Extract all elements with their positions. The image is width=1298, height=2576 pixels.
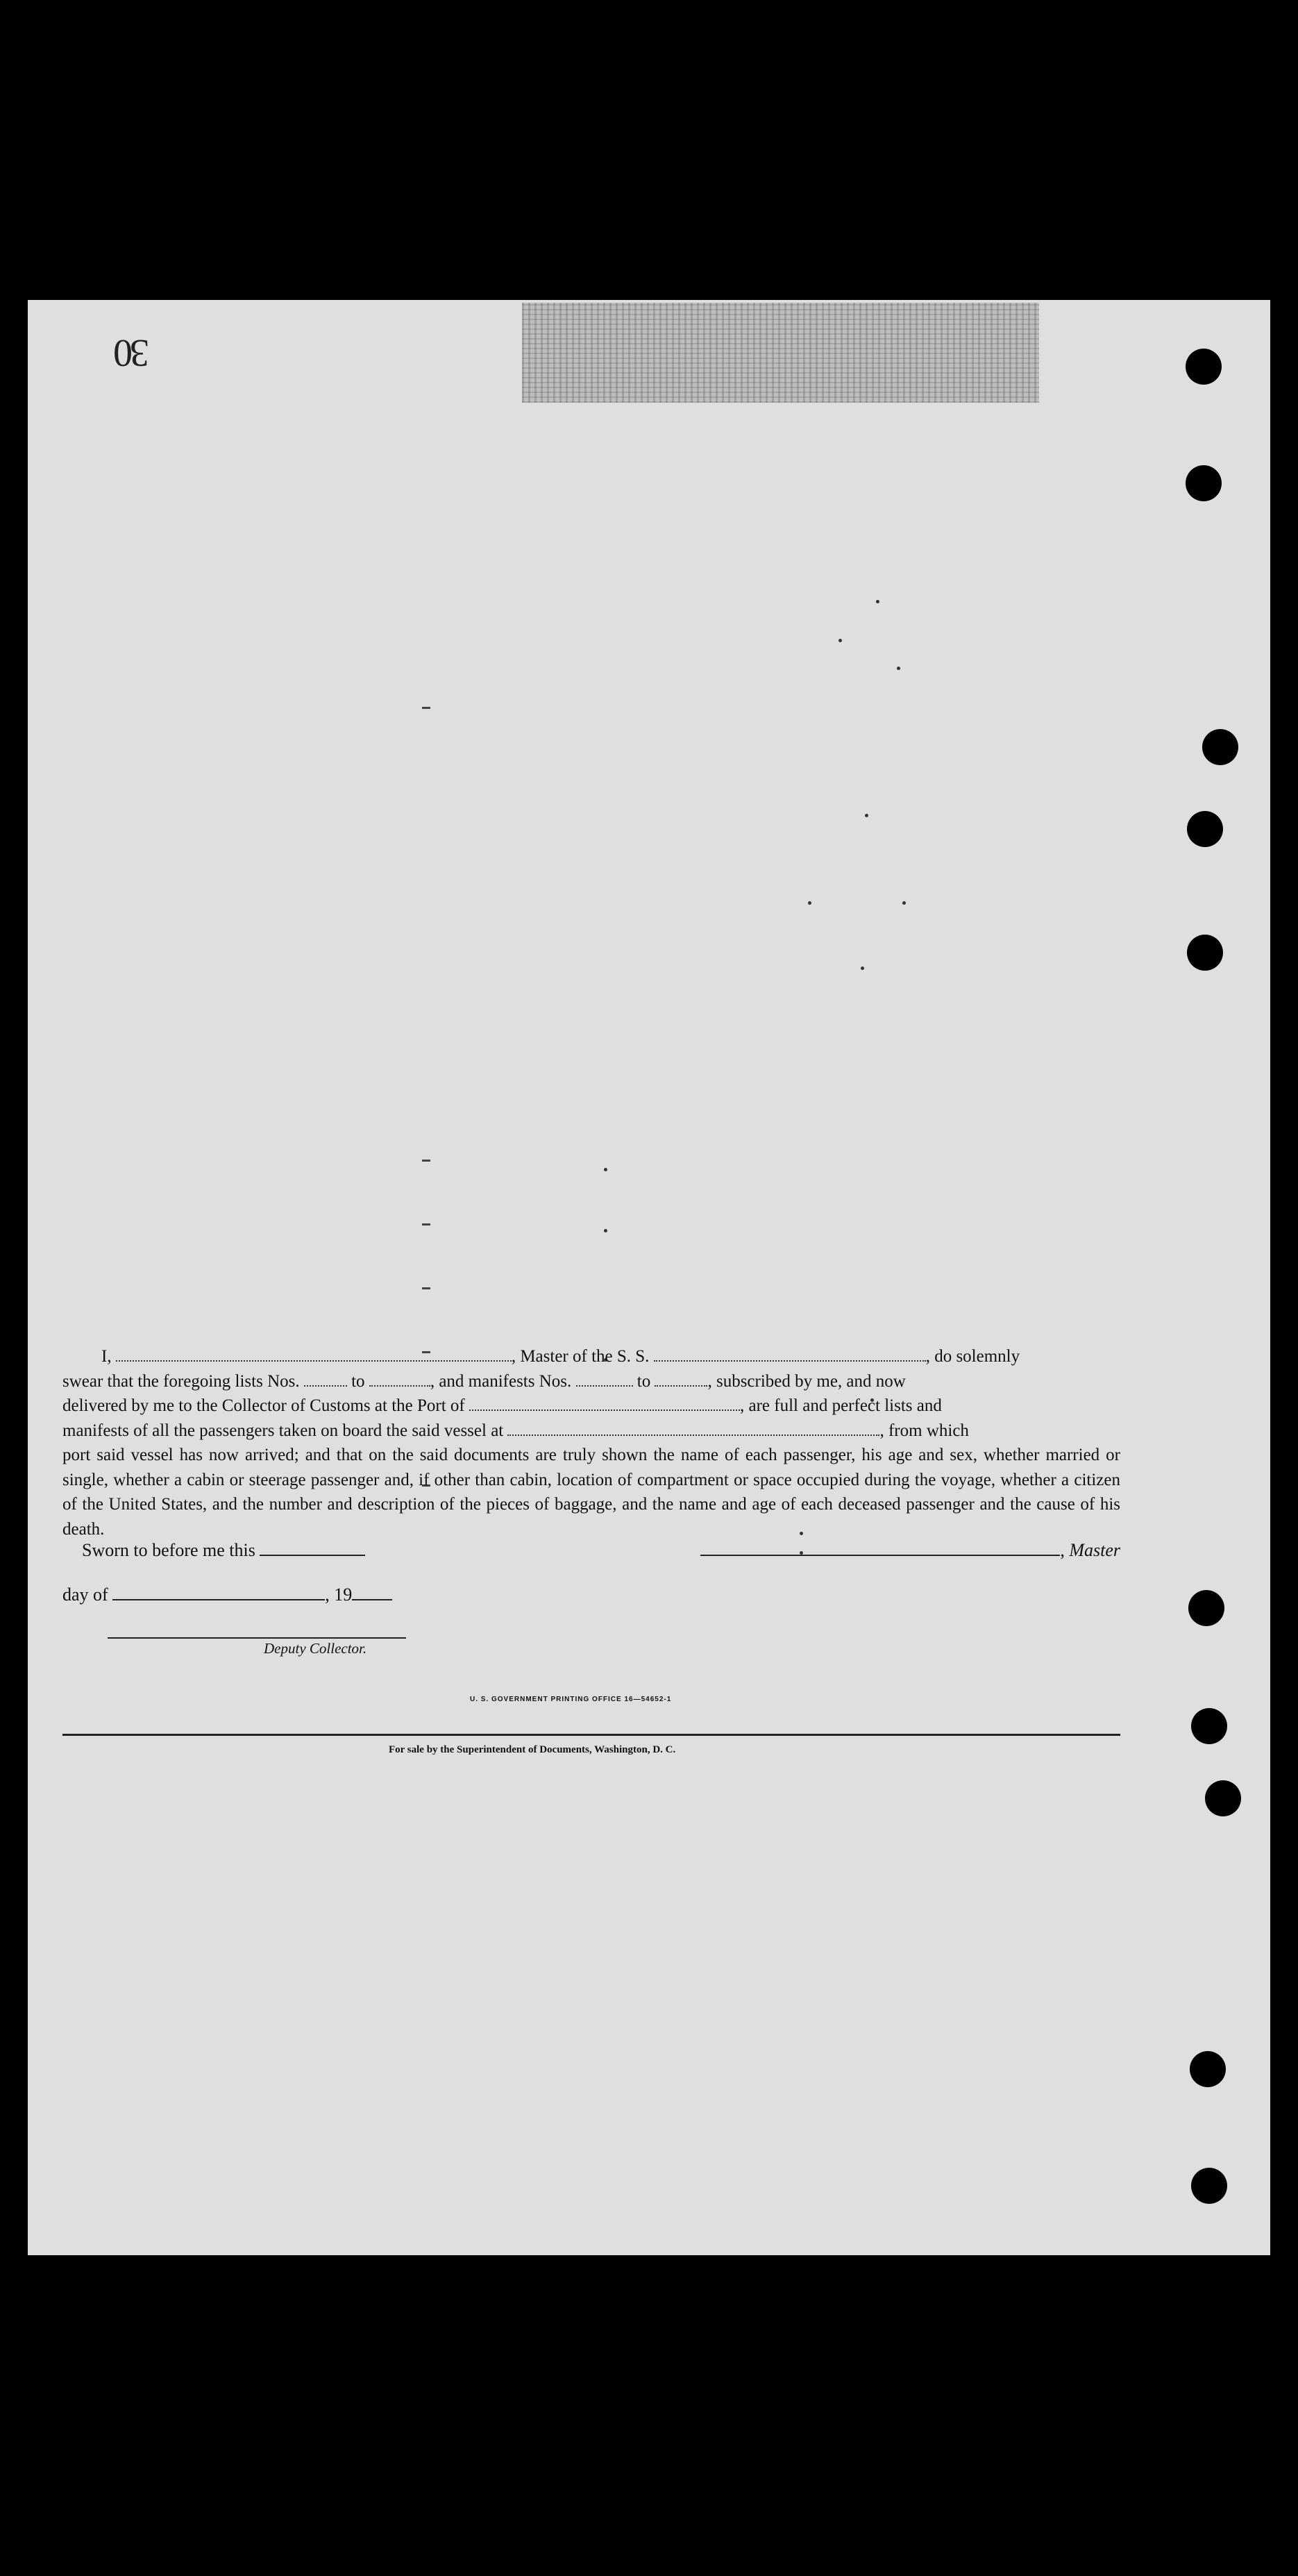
punch-hole	[1202, 729, 1238, 765]
master-signature: , Master	[700, 1540, 1120, 1561]
oath-line1-mid: , Master of the S. S.	[511, 1347, 650, 1366]
departure-port-field[interactable]	[507, 1419, 879, 1436]
oath-line1-start: I,	[101, 1347, 112, 1366]
faint-mark	[422, 1223, 430, 1226]
punch-hole	[1191, 2168, 1227, 2204]
oath-statement	[62, 1344, 1120, 1541]
manifests-from-field[interactable]	[576, 1370, 633, 1387]
deputy-signature-field[interactable]	[108, 1637, 406, 1639]
printer-imprint: U. S. GOVERNMENT PRINTING OFFICE 16—54652-1	[470, 1696, 672, 1703]
punch-hole	[1187, 811, 1223, 847]
oath-line1-end: , do solemnly	[925, 1347, 1020, 1366]
faint-mark	[422, 1287, 430, 1289]
year-label: , 19	[325, 1584, 353, 1605]
oath-line3-end: , are full and perfect lists and	[740, 1396, 942, 1415]
oath-line3-start: delivered by me to the Collector of Customs at the Port of	[62, 1396, 465, 1415]
oath-line2-mid: , and manifests Nos.	[430, 1371, 572, 1391]
year-field[interactable]	[352, 1585, 392, 1600]
punch-hole	[1187, 935, 1223, 971]
faint-mark	[604, 1229, 607, 1232]
faint-mark	[902, 901, 906, 905]
footer-rule	[62, 1734, 1120, 1736]
punch-hole	[1205, 1780, 1241, 1816]
faint-mark	[422, 1160, 430, 1162]
oath-line2-to1: to	[351, 1371, 365, 1391]
master-label: Master	[1069, 1540, 1120, 1560]
sworn-left	[82, 1540, 365, 1561]
sworn-day-field[interactable]	[260, 1541, 365, 1556]
port-field[interactable]	[469, 1394, 740, 1411]
faint-mark	[604, 1168, 607, 1171]
deputy-collector-label: Deputy Collector.	[264, 1640, 367, 1657]
punch-hole	[1186, 465, 1222, 501]
day-row	[62, 1584, 392, 1605]
form-sheet	[28, 300, 1270, 2255]
manifests-to-field[interactable]	[655, 1370, 707, 1387]
oath-body: port said vessel has now arrived; and that on the said documents are truly shown the name of each passenger, his age and sex, whether married or single, whether a cabin or steerage passenger and, if other than cabin, location of compartment or space occupied during the voyage, whether a citizen of the United States, and the number and description of the pieces of baggage, and the name and age of each deceased passenger and the cause of his death.	[62, 1446, 1120, 1539]
faint-mark	[808, 901, 811, 905]
faint-mark	[838, 639, 842, 642]
ship-name-field[interactable]	[654, 1345, 926, 1362]
punch-hole	[1188, 1590, 1224, 1626]
oath-line2-start: swear that the foregoing lists Nos.	[62, 1371, 300, 1391]
faint-mark	[865, 814, 868, 817]
oath-line2-to2: to	[637, 1371, 651, 1391]
page-number: 30	[116, 331, 149, 374]
oath-line4-start: manifests of all the passengers taken on board the said vessel at	[62, 1421, 504, 1440]
faint-mark	[897, 667, 900, 670]
sworn-label: Sworn to before me this	[82, 1540, 255, 1560]
lists-from-field[interactable]	[304, 1370, 347, 1387]
lists-to-field[interactable]	[369, 1370, 430, 1387]
faint-mark	[422, 707, 430, 709]
oath-line4-end: , from which	[879, 1421, 969, 1440]
master-name-field[interactable]	[116, 1345, 512, 1362]
day-of-label: day of	[62, 1584, 108, 1605]
punch-hole	[1190, 2051, 1226, 2087]
master-signature-field[interactable]	[700, 1541, 1060, 1556]
punch-hole	[1186, 349, 1222, 385]
month-field[interactable]	[112, 1585, 325, 1600]
faint-mark	[861, 967, 864, 970]
faint-mark	[876, 600, 879, 603]
sale-notice: For sale by the Superintendent of Documents, Washington, D. C.	[389, 1744, 676, 1755]
faded-header-area	[522, 303, 1039, 403]
oath-line2-end: , subscribed by me, and now	[707, 1371, 906, 1391]
punch-hole	[1191, 1708, 1227, 1744]
